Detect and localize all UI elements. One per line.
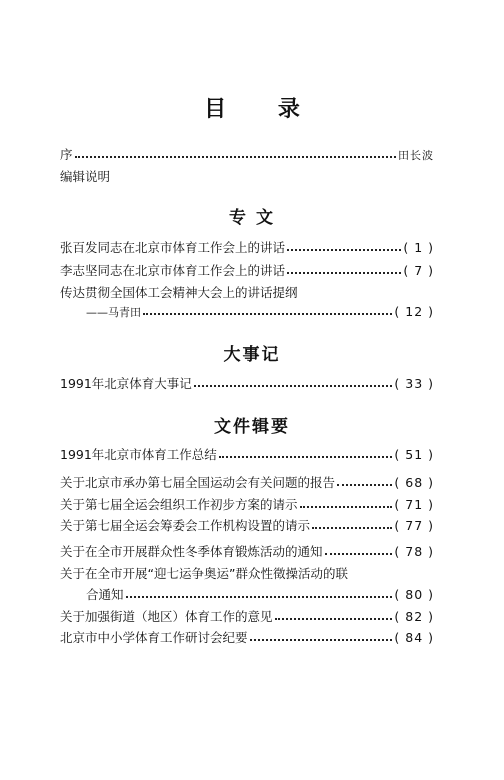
toc-entry[interactable] (60, 474, 434, 492)
toc-entry[interactable] (60, 375, 434, 393)
leader-dots (75, 156, 396, 158)
toc-entry[interactable] (60, 446, 434, 464)
toc-entry[interactable] (60, 496, 434, 514)
toc-entry[interactable] (60, 517, 434, 535)
toc-entry-author: 田长波 (398, 149, 434, 162)
section-heading: 大事记 (223, 345, 281, 365)
toc-entry-page: ( 12 ) (394, 304, 434, 319)
toc-entry-label: 李志坚同志在北京市体育工作会上的讲话 (60, 263, 286, 278)
leader-dots (143, 313, 392, 315)
toc-entry-label[interactable]: 传达贯彻全国体工会精神大会上的讲话提纲 (60, 285, 298, 300)
toc-entry[interactable] (86, 303, 434, 321)
toc-entry-label: 序 (60, 147, 73, 162)
toc-entry[interactable] (60, 262, 434, 280)
toc-entry-page: ( 82 ) (394, 609, 434, 624)
toc-entry-page: ( 68 ) (394, 475, 434, 490)
toc-entry-page: ( 33 ) (394, 376, 434, 391)
toc-entry-label: 关于第七届全运会组织工作初步方案的请示 (60, 497, 298, 512)
section-heading: 文件辑要 (214, 417, 290, 437)
toc-entry-page: ( 51 ) (394, 447, 434, 462)
leader-dots (287, 272, 401, 274)
toc-entry-author: ——马青田 (86, 306, 141, 319)
toc-entry-page: ( 7 ) (403, 263, 434, 278)
leader-dots (275, 618, 393, 620)
toc-entry-label: 1991年北京体育大事记 (60, 376, 192, 391)
section-heading: 专 文 (229, 208, 275, 228)
toc-entry-page: ( 84 ) (394, 630, 434, 645)
toc-entry-label: 合通知 (86, 587, 124, 602)
toc-entry-label: 关于在全市开展群众性冬季体育锻炼活动的通知 (60, 544, 323, 559)
toc-entry-page: ( 77 ) (394, 518, 434, 533)
toc-entry[interactable] (60, 543, 434, 561)
leader-dots (337, 484, 392, 486)
leader-dots (194, 385, 393, 387)
leader-dots (300, 506, 393, 508)
leader-dots (126, 596, 393, 598)
toc-entry-page: ( 71 ) (394, 497, 434, 512)
toc-entry-editor-note[interactable]: 编辑说明 (60, 169, 111, 184)
toc-entry-label: 张百发同志在北京市体育工作会上的讲话 (60, 240, 286, 255)
leader-dots (287, 249, 401, 251)
toc-entry-label: 关于第七届全运会筹委会工作机构设置的请示 (60, 518, 311, 533)
toc-entry-label: 关于北京市承办第七届全国运动会有关问题的报告 (60, 475, 336, 490)
toc-entry-page: ( 1 ) (403, 240, 434, 255)
leader-dots (325, 553, 393, 555)
toc-entry[interactable] (86, 586, 434, 604)
toc-entry-label[interactable]: 关于在全市开展“迎七运争奥运”群众性徵操活动的联 (60, 566, 348, 581)
leader-dots (312, 527, 392, 529)
toc-entry-page: ( 78 ) (394, 544, 434, 559)
toc-entry-label: 关于加强街道（地区）体育工作的意见 (60, 609, 273, 624)
leader-dots (250, 639, 393, 641)
toc-entry-preface[interactable] (60, 146, 434, 164)
leader-dots (219, 456, 393, 458)
page-title: 目 录 (204, 97, 322, 122)
toc-entry-page: ( 80 ) (394, 587, 434, 602)
toc-entry[interactable] (60, 239, 434, 257)
toc-entry-label: 1991年北京市体育工作总结 (60, 447, 217, 462)
toc-entry-label: 北京市中小学体育工作研讨会纪要 (60, 630, 248, 645)
toc-entry[interactable] (60, 629, 434, 647)
toc-entry[interactable] (60, 608, 434, 626)
